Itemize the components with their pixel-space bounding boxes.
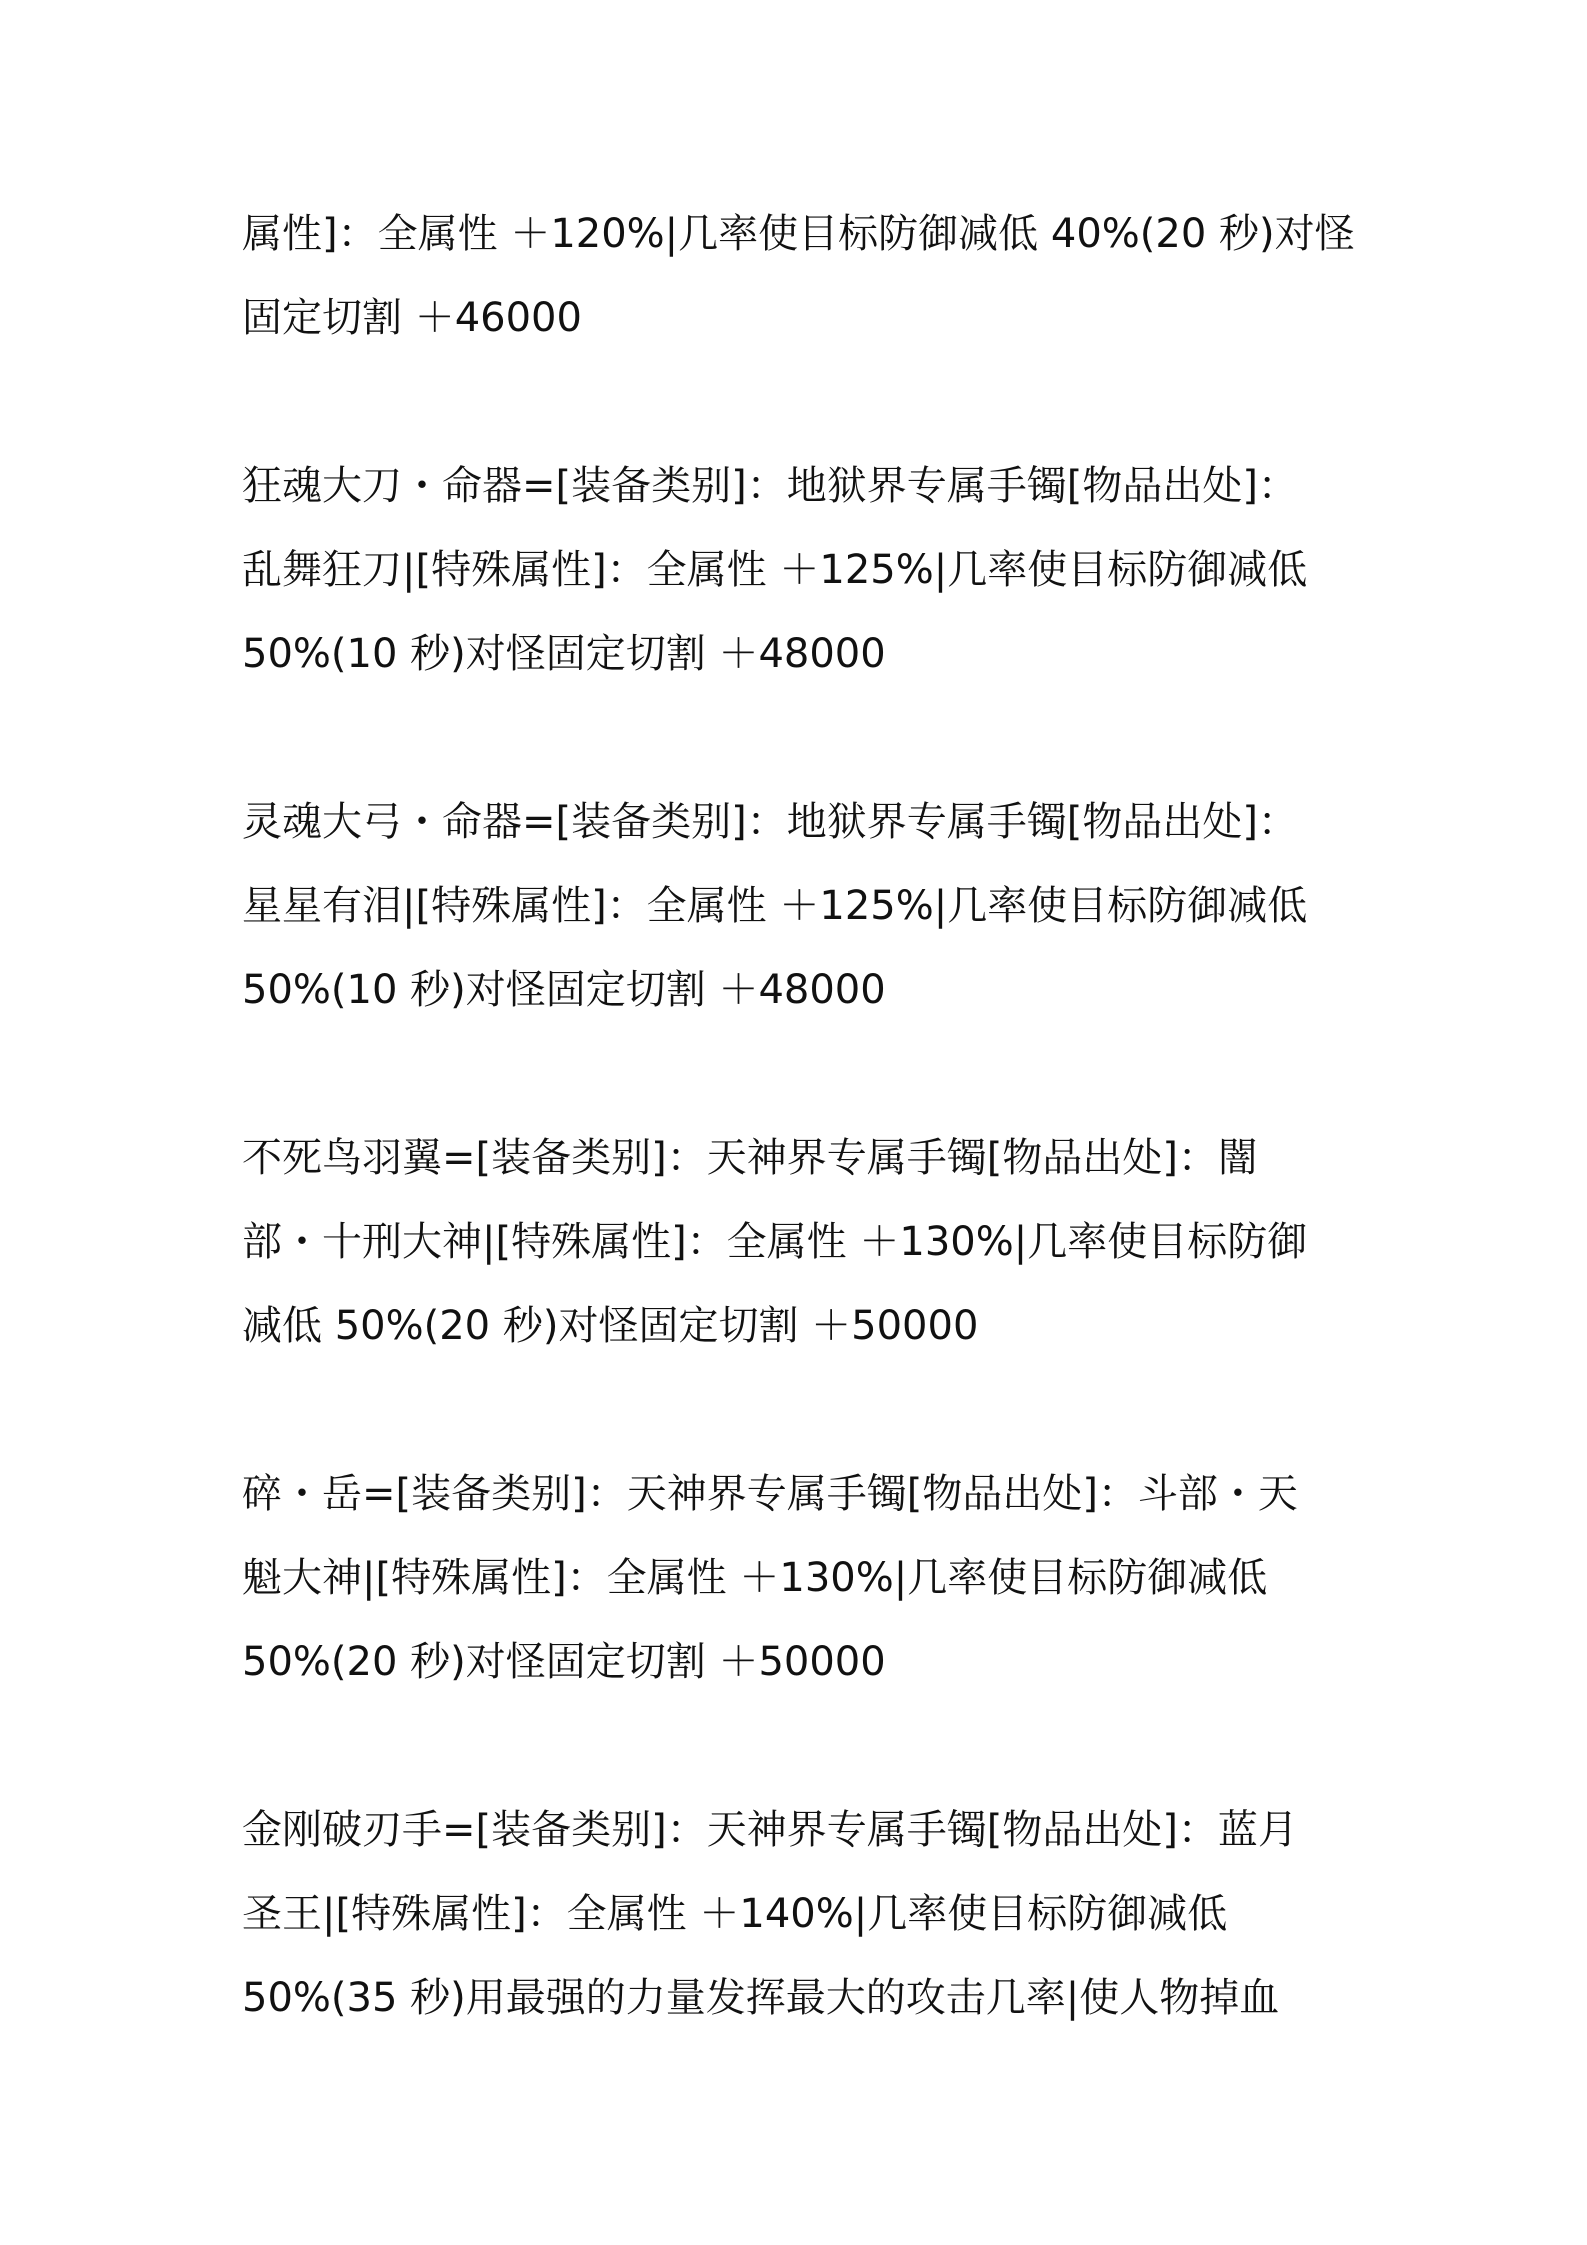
text-line: 灵魂大弓・命器=[装备类别]：地狱界专属手镯[物品出处]： [242, 799, 1298, 845]
text-line: 50%(10 秒)对怪固定切割 ＋48000 [242, 631, 886, 677]
text-line: 碎・岳=[装备类别]：天神界专属手镯[物品出处]：斗部・天 [242, 1471, 1298, 1517]
text-line: 魁大神|[特殊属性]：全属性 ＋130%|几率使目标防御减低 [242, 1555, 1268, 1601]
text-line: 金刚破刃手=[装备类别]：天神界专属手镯[物品出处]：蓝月 [242, 1807, 1298, 1853]
text-line: 减低 50%(20 秒)对怪固定切割 ＋50000 [242, 1303, 979, 1349]
text-line: 乱舞狂刀|[特殊属性]：全属性 ＋125%|几率使目标防御减低 [242, 547, 1308, 593]
text-line: 星星有泪|[特殊属性]：全属性 ＋125%|几率使目标防御减低 [242, 883, 1308, 929]
text-line: 50%(20 秒)对怪固定切割 ＋50000 [242, 1639, 886, 1685]
text-line: 50%(10 秒)对怪固定切割 ＋48000 [242, 967, 886, 1013]
text-line: 不死鸟羽翼=[装备类别]：天神界专属手镯[物品出处]：闇 [242, 1135, 1258, 1181]
text-line: 属性]：全属性 ＋120%|几率使目标防御减低 40%(20 秒)对怪 [242, 211, 1355, 257]
text-line: 部・十刑大神|[特殊属性]：全属性 ＋130%|几率使目标防御 [242, 1219, 1308, 1265]
text-line: 圣王|[特殊属性]：全属性 ＋140%|几率使目标防御减低 [242, 1891, 1228, 1937]
text-line: 固定切割 ＋46000 [242, 295, 582, 341]
text-line: 狂魂大刀・命器=[装备类别]：地狱界专属手镯[物品出处]： [242, 463, 1298, 509]
text-line: 50%(35 秒)用最强的力量发挥最大的攻击几率|使人物掉血 [242, 1975, 1280, 2021]
